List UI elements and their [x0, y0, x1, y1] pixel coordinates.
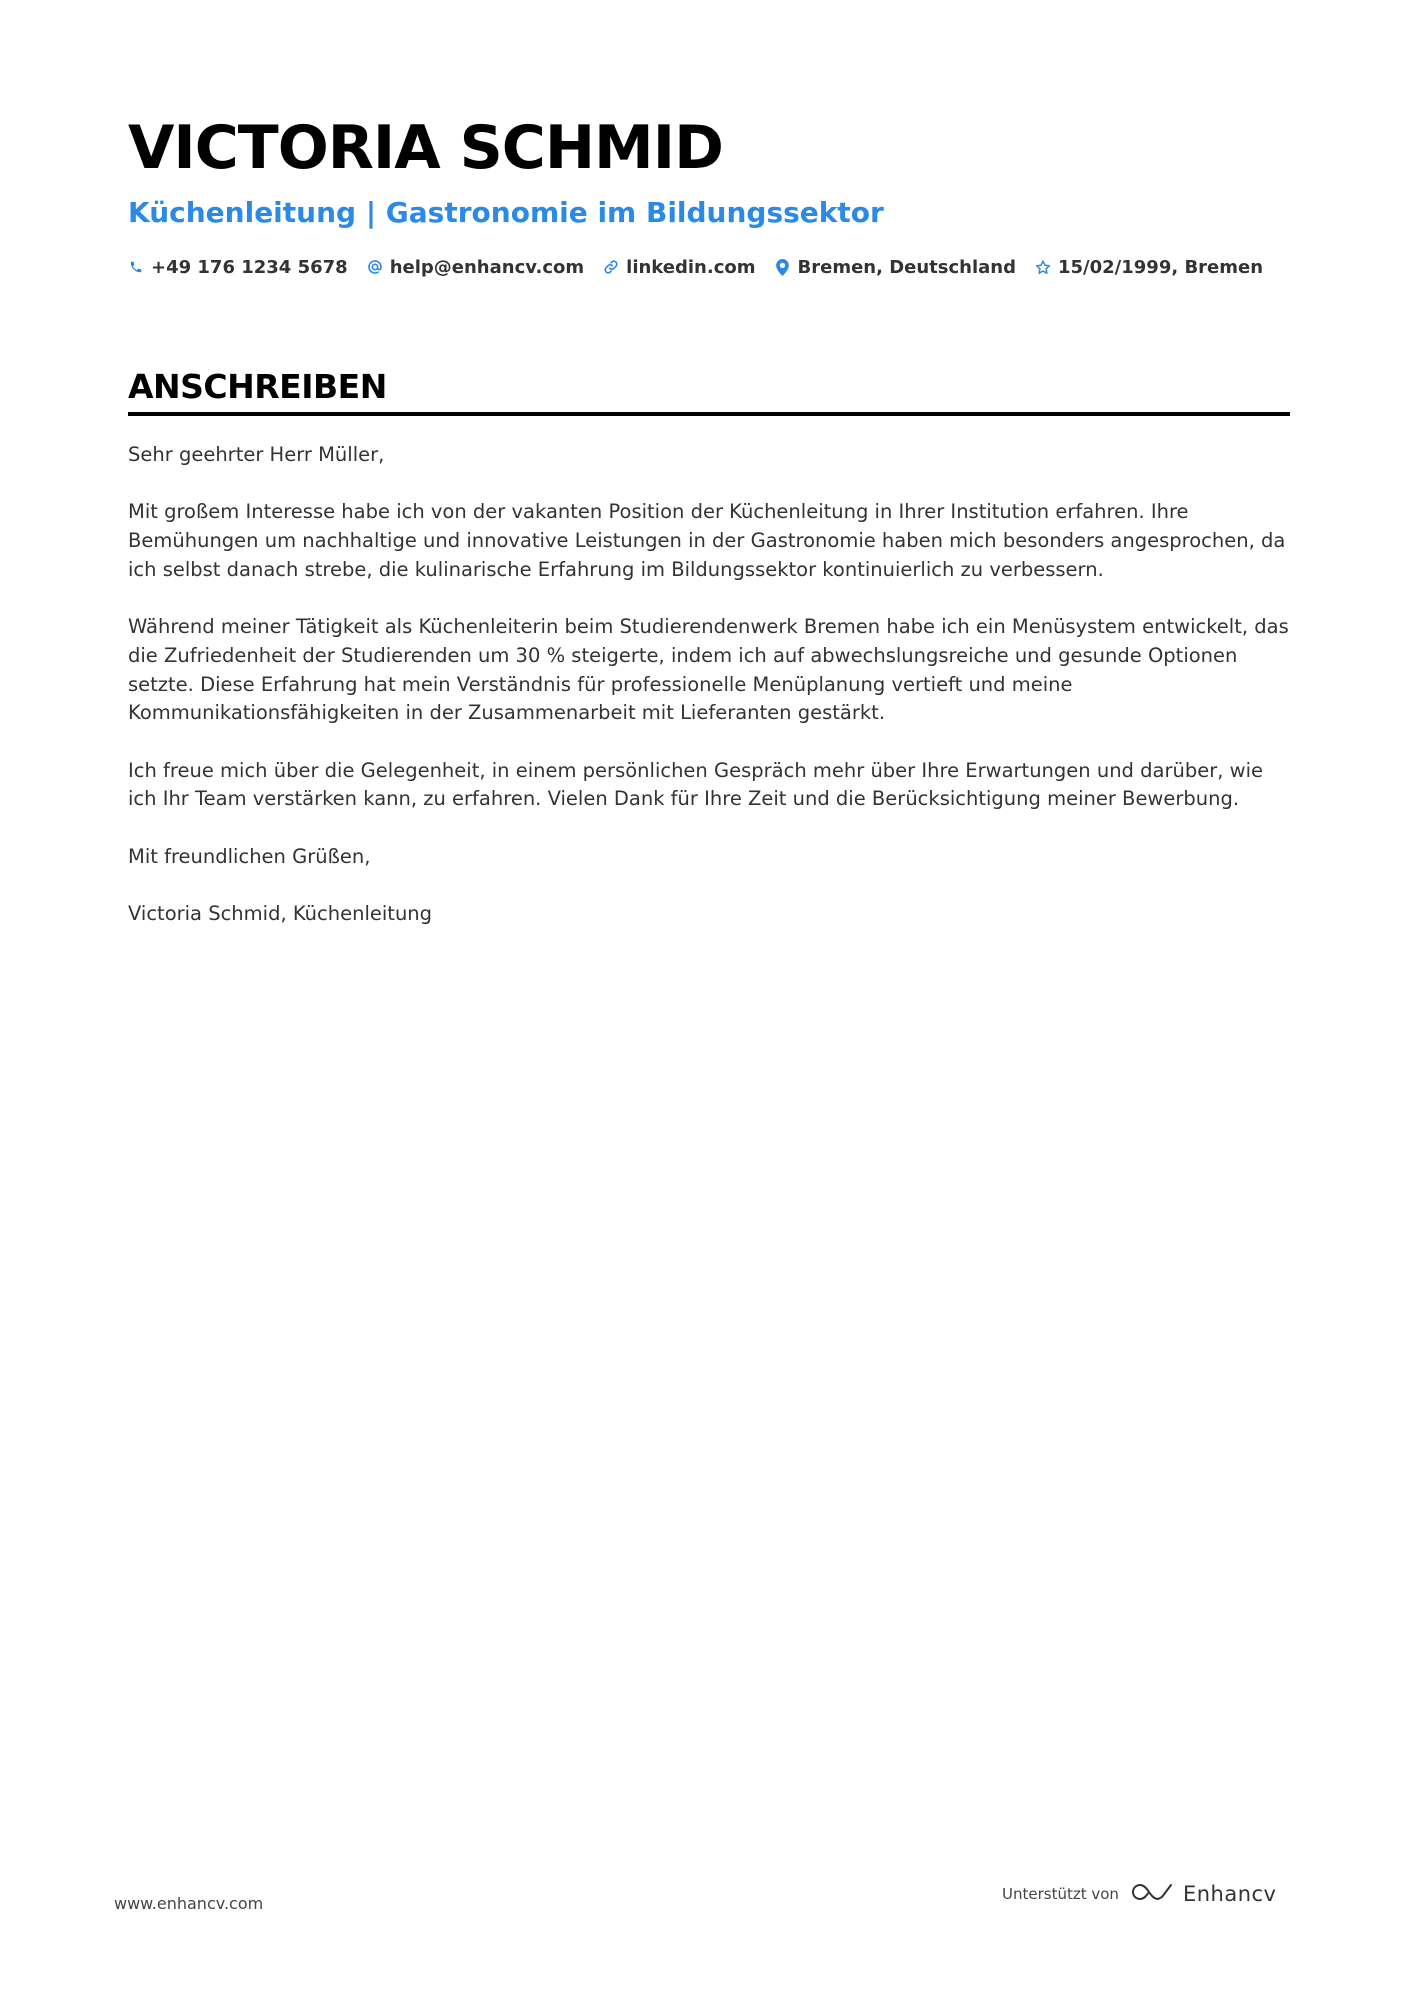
- contact-birth: [1035, 257, 1263, 278]
- footer-branding: [1002, 1880, 1276, 1908]
- footer-website[interactable]: www.enhancv.com: [114, 1894, 264, 1913]
- section-divider: [128, 412, 1290, 416]
- contact-location-text: Bremen, Deutschland: [797, 256, 1016, 278]
- letter-closing: Mit freundlichen Grüßen,: [128, 844, 371, 868]
- letter-paragraph: Während meiner Tätigkeit als Küchenleiterin beim Studierendenwerk Bremen habe ich ein Menüsystem entwickelt, das die Zufriedenheit der Studierenden um 30 % steigerte, indem ich auf abwechslungsreiche und gesunde Optionen setzte. Diese Erfahrung hat mein Verständnis für professionelle Menüplanung vertieft und meine Kommunikationsfähigkeiten in der Zusammenarbeit mit Lieferanten gestärkt.: [128, 615, 1289, 725]
- contact-linkedin[interactable]: [603, 257, 755, 278]
- star-icon: [1035, 258, 1051, 276]
- applicant-name: VICTORIA SCHMID: [128, 113, 723, 183]
- letter-paragraph: Ich freue mich über die Gelegenheit, in einem persönlichen Gespräch mehr über Ihre Erwartungen und darüber, wie ich Ihr Team verstärken kann, zu erfahren. Vielen Dank für Ihre Zeit und die Berücksichtigung meiner Bewerbung.: [128, 758, 1263, 811]
- location-pin-icon: [775, 258, 791, 276]
- link-icon: [603, 258, 619, 276]
- contact-phone: [128, 257, 348, 278]
- powered-by-label: Unterstützt von: [1002, 1885, 1119, 1903]
- contact-email-text[interactable]: help@enhancv.com: [389, 256, 585, 278]
- letter-body: [128, 441, 1290, 929]
- contact-birth-text: 15/02/1999, Bremen: [1058, 256, 1264, 278]
- letter-salutation: Sehr geehrter Herr Müller,: [128, 443, 385, 466]
- letter-header: [128, 108, 1288, 282]
- enhancv-logo-icon: [1129, 1880, 1175, 1908]
- contact-location: [775, 257, 1016, 278]
- letter-signature: Victoria Schmid, Küchenleitung: [128, 902, 433, 926]
- phone-icon: [128, 258, 144, 276]
- cover-letter-section: [128, 364, 1290, 958]
- contact-phone-text: +49 176 1234 5678: [151, 256, 348, 278]
- contact-email[interactable]: [367, 257, 584, 278]
- at-icon: [367, 258, 383, 276]
- contact-bar: [128, 252, 1288, 282]
- section-title: ANSCHREIBEN: [128, 367, 387, 406]
- letter-paragraph: Mit großem Interesse habe ich von der vakanten Position der Küchenleitung in Ihrer Institution erfahren. Ihre Bemühungen um nachhaltige und innovative Leistungen in der Gastronomie haben mich besonders angesprochen, da ich selbst danach strebe, die kulinarische Erfahrung im Bildungssektor kontinuierlich zu verbessern.: [128, 500, 1286, 581]
- brand-name: Enhancv: [1182, 1882, 1277, 1906]
- contact-linkedin-text[interactable]: linkedin.com: [626, 256, 756, 278]
- applicant-title: Küchenleitung | Gastronomie im Bildungssektor: [128, 196, 884, 229]
